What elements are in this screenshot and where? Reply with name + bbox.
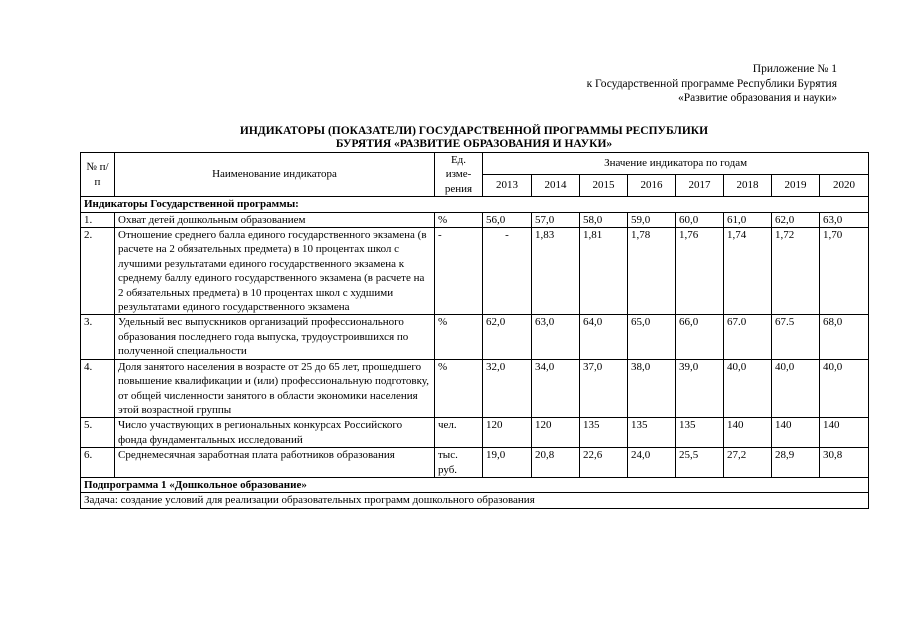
row-value: 1,78 [628,228,676,315]
row-value: 1,72 [772,228,820,315]
table-row [81,315,869,359]
row-value: 25,5 [676,448,724,478]
row-unit: % [435,359,483,418]
header-year: 2019 [772,175,820,197]
appendix-line: «Развитие образования и науки» [677,92,837,104]
row-value: 24,0 [628,448,676,478]
task-text: Задача: создание условий для реализации образовательных программ дошкольного образования [81,493,869,508]
header-year: 2015 [580,175,628,197]
table-row [81,212,869,227]
header-year: 2016 [628,175,676,197]
header-row [81,153,869,175]
row-name: Доля занятого населения в возрасте от 25 до 65 лет, прошедшего повышение квалификации и (или) профессиональную подготовку, от общей численности занятого в области экономики населения этой возрастной группы [115,359,435,418]
row-unit: чел. [435,418,483,448]
row-unit: % [435,212,483,227]
row-value: 37,0 [580,359,628,418]
header-year: 2018 [724,175,772,197]
row-unit: тыс. руб. [435,448,483,478]
row-unit: % [435,315,483,359]
section-row [81,197,869,212]
row-name: Отношение среднего балла единого государственного экзамена (в расчете на 2 обязательных предмета) в 10 процентах школ с лучшими результатами единого государственного экзамена к среднему баллу единого государственного экзамена (в расчете на 2 обязательных предмета) в 10 процентах школ с худшими результатами единого государственного экзамена [115,228,435,315]
document-title [80,125,868,150]
row-value: 62,0 [483,315,532,359]
appendix-line: Приложение № 1 [752,63,837,75]
row-value: 67.0 [724,315,772,359]
row-value: 28,9 [772,448,820,478]
title-line: БУРЯТИЯ «РАЗВИТИЕ ОБРАЗОВАНИЯ И НАУКИ» [335,137,613,150]
header-values-group: Значение индикатора по годам [483,153,869,175]
header-unit: Ед. изме-рения [435,153,483,197]
row-value: 1,74 [724,228,772,315]
row-name: Удельный вес выпускников организаций профессионального образования последнего года выпуска, трудоустроившихся по полученной специальности [115,315,435,359]
table-row [81,448,869,478]
row-value: 38,0 [628,359,676,418]
row-value: 120 [483,418,532,448]
row-value: 39,0 [676,359,724,418]
header-name: Наименование индикатора [115,153,435,197]
row-value: 22,6 [580,448,628,478]
row-value: 20,8 [532,448,580,478]
row-value: 140 [724,418,772,448]
title-line: ИНДИКАТОРЫ (ПОКАЗАТЕЛИ) ГОСУДАРСТВЕННОЙ ПРОГРАММЫ РЕСПУБЛИКИ [239,125,709,137]
row-value: 140 [820,418,869,448]
row-value: 59,0 [628,212,676,227]
row-value: 64,0 [580,315,628,359]
row-value: 1,76 [676,228,724,315]
row-value: 65,0 [628,315,676,359]
row-value: 57,0 [532,212,580,227]
row-value: 1,83 [532,228,580,315]
header-year: 2020 [820,175,869,197]
row-unit: - [435,228,483,315]
section-row [81,477,869,492]
header-num: № п/п [81,153,115,197]
header-year: 2017 [676,175,724,197]
row-num: 1. [81,212,115,227]
row-value: 40,0 [772,359,820,418]
header-year: 2013 [483,175,532,197]
row-num: 6. [81,448,115,478]
section-title: Подпрограмма 1 «Дошкольное образование» [81,477,869,492]
indicators-table [80,152,869,509]
row-num: 2. [81,228,115,315]
row-value: 135 [628,418,676,448]
table-row [81,418,869,448]
row-value: 27,2 [724,448,772,478]
table-row [81,359,869,418]
row-num: 3. [81,315,115,359]
row-value: 140 [772,418,820,448]
row-name: Охват детей дошкольным образованием [115,212,435,227]
row-value: 40,0 [724,359,772,418]
row-value: 66,0 [676,315,724,359]
row-value: 40,0 [820,359,869,418]
row-value: 60,0 [676,212,724,227]
row-value: 61,0 [724,212,772,227]
row-value: - [483,228,532,315]
row-value: 30,8 [820,448,869,478]
appendix-note [587,62,837,106]
row-value: 63,0 [820,212,869,227]
row-value: 135 [580,418,628,448]
header-year: 2014 [532,175,580,197]
row-value: 56,0 [483,212,532,227]
table-row [81,228,869,315]
row-value: 58,0 [580,212,628,227]
row-value: 63,0 [532,315,580,359]
row-value: 120 [532,418,580,448]
appendix-line: к Государственной программе Республики Бурятия [586,77,837,90]
section-title: Индикаторы Государственной программы: [81,197,869,212]
row-num: 4. [81,359,115,418]
row-value: 32,0 [483,359,532,418]
row-value: 62,0 [772,212,820,227]
row-num: 5. [81,418,115,448]
row-value: 19,0 [483,448,532,478]
row-value: 135 [676,418,724,448]
row-value: 34,0 [532,359,580,418]
row-value: 68,0 [820,315,869,359]
row-name: Число участвующих в региональных конкурсах Российского фонда фундаментальных исследований [115,418,435,448]
row-value: 1,81 [580,228,628,315]
row-name: Среднемесячная заработная плата работников образования [115,448,435,478]
row-value: 67.5 [772,315,820,359]
row-value: 1,70 [820,228,869,315]
task-row [81,493,869,508]
